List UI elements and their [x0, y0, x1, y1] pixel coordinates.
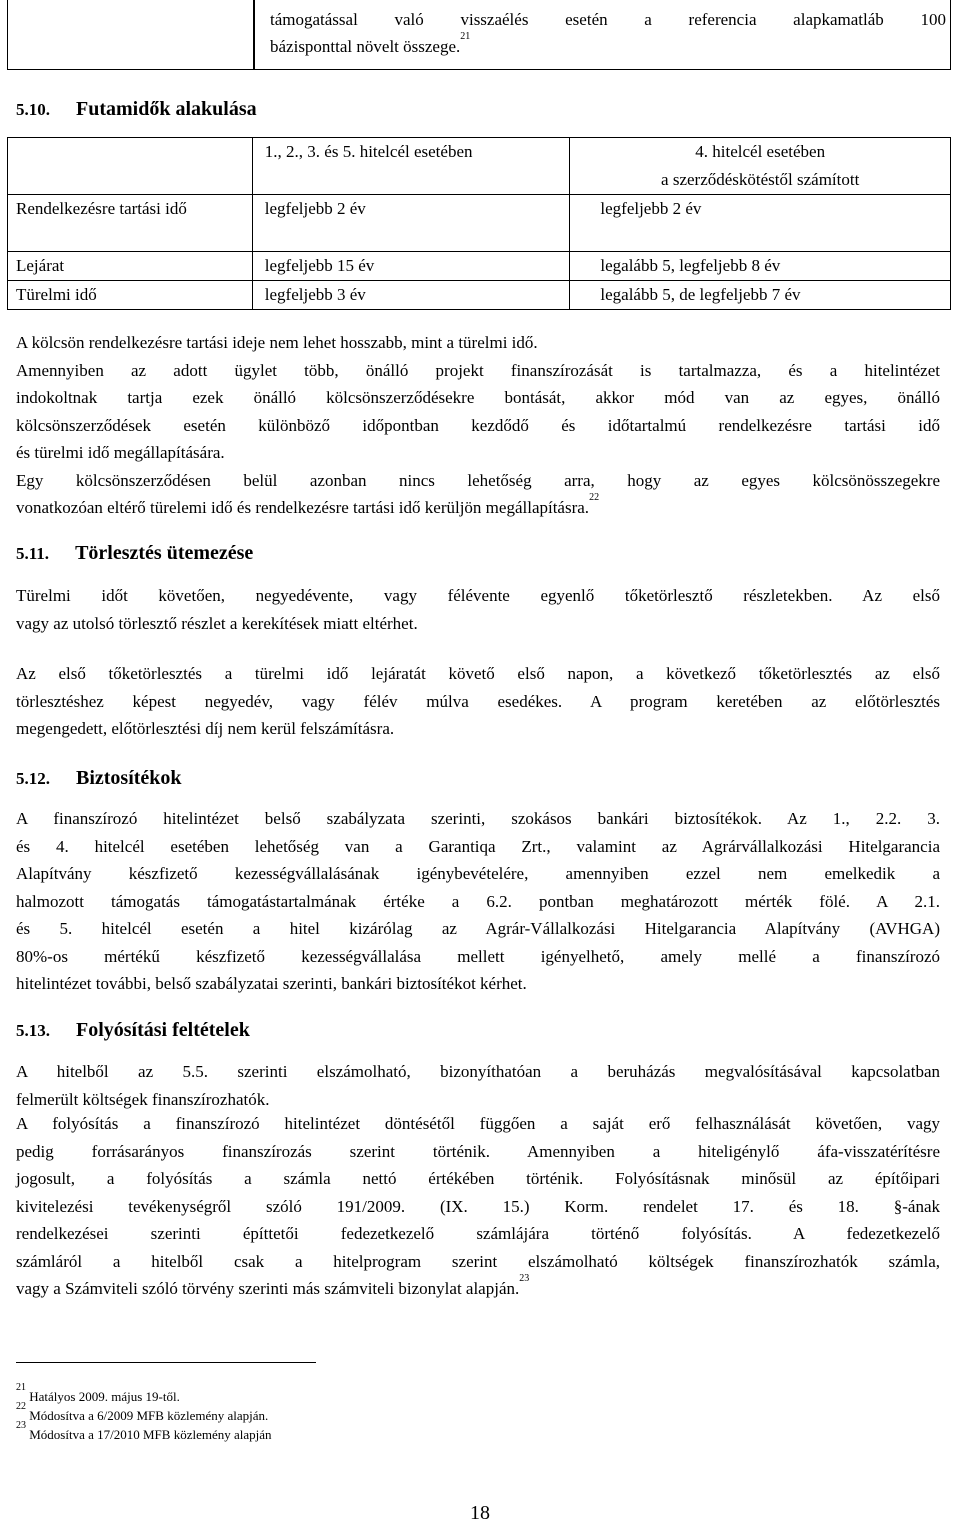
section-number: 5.13. [16, 1021, 50, 1040]
table-cell: legfeljebb 3 év [252, 281, 570, 310]
text-line: 80%-os mértékű készfizető kezességvállalása mellett igényelhető, amely mellé a finanszírozó [16, 946, 940, 966]
table-row [8, 281, 951, 310]
text-line: indokoltnak tartja ezek önálló kölcsönszerződésekre bontását, akkor mód van az egyes, önálló [16, 388, 940, 407]
row-label: Lejárat [8, 252, 253, 281]
section-title: Futamidők alakulása [76, 98, 257, 120]
text-line: A kölcsön rendelkezésre tartási ideje nem lehet hosszabb, mint a türelmi idő. [16, 333, 538, 352]
text-line: törlesztéshez képest negyedév, vagy félév múlva esedékes. A program keretében az előtörlesztés [16, 691, 940, 711]
row-label: Türelmi idő [8, 281, 253, 310]
text-line: vagy az utolsó törlesztő részlet a kerekítések miatt eltérhet. [16, 613, 418, 633]
text-line: megengedett, előtörlesztési díj nem kerül felszámításra. [16, 719, 395, 738]
footnote-number: 22 [16, 1400, 26, 1412]
footnote-ref: 21 [460, 31, 471, 43]
text-line: bázisponttal növelt összege.$^{21}$ [270, 31, 471, 56]
text-line: jogosult, a folyósítás a számla nettó értékében történik. Folyósításnak minősül az építőipari [16, 1169, 940, 1188]
paragraph-repayment [16, 582, 940, 637]
footnote [16, 1419, 272, 1443]
footnote-number: 21 [16, 1381, 26, 1393]
footnote-text: Módosítva a 6/2009 MFB közlemény alapján. [29, 1408, 269, 1423]
table-cell: legfeljebb 2 év [570, 195, 951, 252]
term-table [7, 137, 951, 310]
text-line: kivitelezési tevékenységről szóló 191/2009. (IX. 15.) Korm. rendelet 17. és 18. §-ának [16, 1196, 940, 1216]
text-line: számláról a hitelből csak a hitelprogram szerint elszámolható költségek finanszírozhatók számla, [16, 1251, 940, 1271]
continued-table-cell [7, 0, 951, 70]
footnote-ref: 22 [589, 492, 600, 504]
footnote-separator [16, 1362, 316, 1363]
continued-cell-text [270, 6, 946, 60]
text-line: és türelmi idő megállapítására. [16, 443, 225, 462]
footnote-text: Módosítva a 17/2010 MFB közlemény alapján [29, 1427, 272, 1442]
text-line: Alapítvány készfizető kezességvállalásának igénybevételére, amennyiben ezzel nem emelkedik a [16, 864, 940, 883]
text-line: Amennyiben az adott ügylet több, önálló projekt finanszírozását is tartalmazza, és a hitelintézet [16, 360, 940, 380]
text-line: A finanszírozó hitelintézet belső szabályzata szerinti, szokásos bankári biztosítékok. Az 1., 2.2. 3. [16, 809, 940, 828]
section-heading-5-13 [16, 1019, 250, 1042]
table-cell: legalább 5, de legfeljebb 7 év [570, 281, 951, 310]
header-line: a szerződéskötéstől számított [661, 170, 860, 189]
paragraph-terms [16, 329, 940, 522]
text-line: és 4. hitelcél esetében lehetőség van a Garantiqa Zrt., valamint az Agrárvállalkozási Hitelgarancia [16, 836, 940, 856]
section-heading-5-12 [16, 767, 182, 790]
section-number: 5.11. [16, 544, 50, 563]
text-line: támogatással való visszaélés esetén a referencia alapkamatláb 100 [270, 10, 946, 29]
text-line: A folyósítás a finanszírozó hitelintézet döntésétől függően a saját erő felhasználását követően, vagy [16, 1114, 940, 1133]
row-label: Rendelkezésre tartási idő [8, 195, 253, 252]
section-title: Biztosítékok [76, 767, 182, 789]
section-number: 5.10. [16, 100, 50, 119]
section-title: Folyósítási feltételek [76, 1019, 250, 1041]
text-line: A hitelből az 5.5. szerinti elszámolható, bizonyíthatóan a beruházás megvalósításával kapcsolatban [16, 1062, 940, 1081]
footnote-number: 23 [16, 1419, 26, 1431]
table-row [8, 195, 951, 252]
text-line: Az első tőketörlesztés a türelmi idő lejáratát követő első napon, a következő tőketörlesztés az első [16, 664, 940, 683]
text-line: és 5. hitelcél esetén a hitel kizárólag az Agrár-Vállalkozási Hitelgarancia Alapítvány (AVHGA) [16, 919, 940, 938]
text-line: hitelintézet további, belső szabályzatai szerinti, bankári biztosítékot kérhet. [16, 974, 527, 993]
text-line: halmozott támogatás támogatástartalmának értéke a 6.2. pontban meghatározott mérték fölé. A 2.1. [16, 891, 940, 911]
text-line: vonatkozóan eltérő türelemi idő és rendelkezésre tartási idő kerüljön megállapításra.$^{22}$ [16, 492, 600, 517]
table-cell: legfeljebb 2 év [252, 195, 570, 252]
table-cell [8, 138, 253, 195]
text-line: pedig forrásarányos finanszírozás szerint történik. Amennyiben a hiteligénylő áfa-visszatérítésre [16, 1141, 940, 1161]
text-line: vagy a Számviteli szóló törvény szerinti más számviteli bizonylat alapján.$^{23}$ [16, 1273, 530, 1298]
section-heading-5-11 [16, 542, 253, 565]
text-line: felmerült költségek finanszírozhatók. [16, 1089, 270, 1109]
table-row [8, 252, 951, 281]
table-cell: legalább 5, legfeljebb 8 év [570, 252, 951, 281]
paragraph-collateral [16, 805, 940, 998]
header-line: 4. hitelcél esetében [695, 142, 826, 161]
text-line: rendelkezései szerinti építtetői fedezetkezelő számlájára történő folyósítás. A fedezetkezelő [16, 1224, 940, 1243]
footnote-ref: 23 [519, 1273, 530, 1285]
table-header-cell: 1., 2., 3. és 5. hitelcél esetében [252, 138, 570, 195]
text-line: kölcsönszerződések esetén különböző időpontban kezdődő és időtartalmú rendelkezésre tartási idő [16, 415, 940, 435]
page-number: 18 [470, 1502, 490, 1524]
footnote-text: Hatályos 2009. május 19-től. [29, 1389, 180, 1404]
table-header-row [8, 138, 951, 195]
paragraph-disbursement-conditions [16, 1110, 940, 1303]
section-title: Törlesztés ütemezése [75, 542, 254, 564]
paragraph-repayment-schedule [16, 660, 940, 743]
table-header-cell [570, 138, 951, 195]
footnote [16, 1400, 269, 1424]
text-line: Egy kölcsönszerződésen belül azonban nincs lehetőség arra, hogy az egyes kölcsönösszegekre [16, 470, 940, 490]
footnote [16, 1381, 180, 1405]
text-line: Türelmi időt követően, negyedévente, vagy félévente egyenlő tőketörlesztő részletekben. Az első [16, 586, 940, 605]
paragraph-disbursement [16, 1058, 940, 1113]
section-heading-5-10 [16, 98, 257, 121]
table-cell: legfeljebb 15 év [252, 252, 570, 281]
table-divider [253, 0, 255, 70]
section-number: 5.12. [16, 769, 50, 788]
